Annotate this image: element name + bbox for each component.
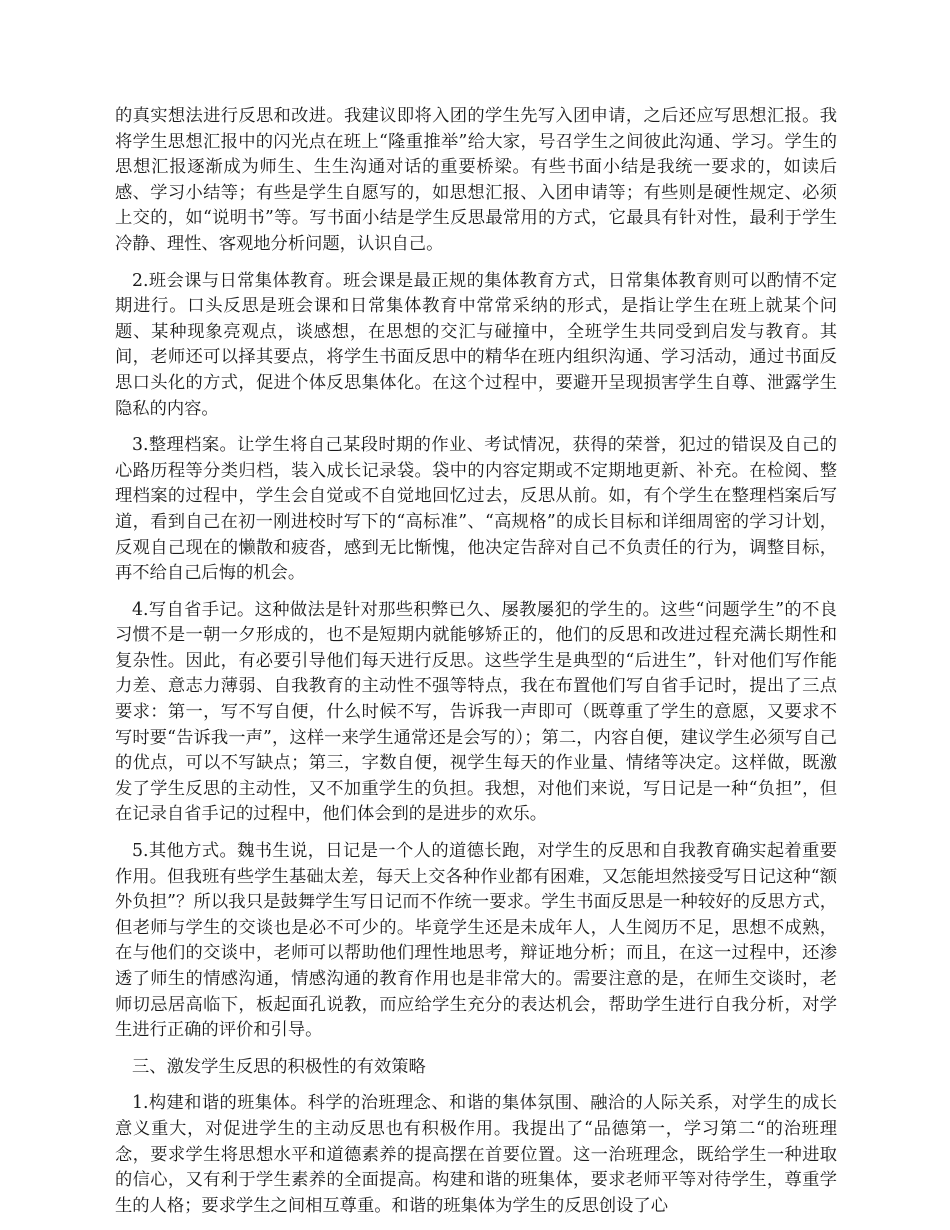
paragraph-self-reflection-notes: 4.写自省手记。这种做法是针对那些积弊已久、屡教屡犯的学生的。这些“问题学生”的不良习惯不是一朝一夕形成的，也不是短期内就能够矫正的，他们的反思和改进过程充满长期性和复杂性。因此，有必要引导他们每天进行反思。这些学生是典型的“后进生”，针对他们写作能力差、意志力薄弱、自我教育的主动性不强等特点，我在布置他们写自省手记时，提出了三点要求：第一，写不写自便，什么时候不写，告诉我一声即可（既尊重了学生的意愿，又要求不写时要“告诉我一声”，这样一来学生通常还是会写的）；第二，内容自便，建议学生必须写自己的优点，可以不写缺点；第三，字数自便，视学生每天的作业量、情绪等决定。这样做，既激发了学生反思的主动性，又不加重学生的负担。我想，对他们来说，写日记是一种“负担”，但在记录自省手记的过程中，他们体会到的是进步的欢乐。 — [115, 599, 837, 825]
document-body — [115, 104, 837, 1230]
paragraph-other-methods: 5.其他方式。魏书生说，日记是一个人的道德长跑，对学生的反思和自我教育确实起着重要作用。但我班有些学生基础太差，每天上交各种作业都有困难，又怎能坦然接受写日记这种“额外负担”？所以我只是鼓舞学生写日记而不作统一要求。学生书面反思是一种较好的反思方式，但老师与学生的交谈也是必不可少的。毕竟学生还是未成年人，人生阅历不足，思想不成熟，在与他们的交谈中，老师可以帮助他们理性地思考，辩证地分析；而且，在这一过程中，还渗透了师生的情感沟通，情感沟通的教育作用也是非常大的。需要注意的是，在师生交谈时，老师切忌居高临下，板起面孔说教，而应给学生充分的表达机会，帮助学生进行自我分析，对学生进行正确的评价和引导。 — [115, 841, 837, 1041]
paragraph-continuation: 的真实想法进行反思和改进。我建议即将入团的学生先写入团申请，之后还应写思想汇报。我将学生思想汇报中的闪光点在班上“隆重推举”给大家，号召学生之间彼此沟通、学习。学生的思想汇报逐渐成为师生、生生沟通对话的重要桥梁。有些书面小结是我统一要求的，如读后感、学习小结等；有些是学生自愿写的，如思想汇报、入团申请等；有些则是硬性规定、必须上交的，如“说明书”等。写书面小结是学生反思最常用的方式，它最具有针对性，最利于学生冷静、理性、客观地分析问题，认识自己。 — [115, 106, 837, 254]
paragraph-harmonious-class: 1.构建和谐的班集体。科学的治班理念、和谐的集体氛围、融洽的人际关系，对学生的成长意义重大，对促进学生的主动反思也有积极作用。我提出了“品德第一，学习第二“的治班理念，要求学生将思想水平和道德素养的提高摆在首要位置。这一治班理念，既给学生一种进取的信心，又有利于学生素养的全面提高。构建和谐的班集体，要求老师平等对待学生，尊重学生的人格；要求学生之间相互尊重。和谐的班集体为学生的反思创设了心 — [115, 1093, 837, 1216]
section-heading: 三、激发学生反思的积极性的有效策略 — [132, 1056, 426, 1077]
paragraph-archive: 3.整理档案。让学生将自己某段时期的作业、考试情况，获得的荣誉，犯过的错误及自己的心路历程等分类归档，装入成长记录袋。袋中的内容定期或不定期地更新、补充。在检阅、整理档案的过程中，学生会自觉或不自觉地回忆过去，反思从前。如，有个学生在整理档案后写道，看到自己在初一刚进校时写下的“高标准”、“高规格”的成长目标和详细周密的学习计划，反观自己现在的懒散和疲沓，感到无比惭愧，他决定告辞对自己不负责任的行为，调整目标，再不给自己后悔的机会。 — [115, 435, 837, 584]
paragraph-class-meeting: 2.班会课与日常集体教育。班会课是最正规的集体教育方式，日常集体教育则可以酌情不定期进行。口头反思是班会课和日常集体教育中常常采纳的形式，是指让学生在班上就某个问题、某种现象亮观点，谈感想，在思想的交汇与碰撞中，全班学生共同受到启发与教育。其间，老师还可以择其要点，将学生书面反思中的精华在班内组织沟通、学习活动，通过书面反思口头化的方式，促进个体反思集体化。在这个过程中，要避开呈现损害学生自尊、泄露学生隐私的内容。 — [115, 270, 837, 419]
